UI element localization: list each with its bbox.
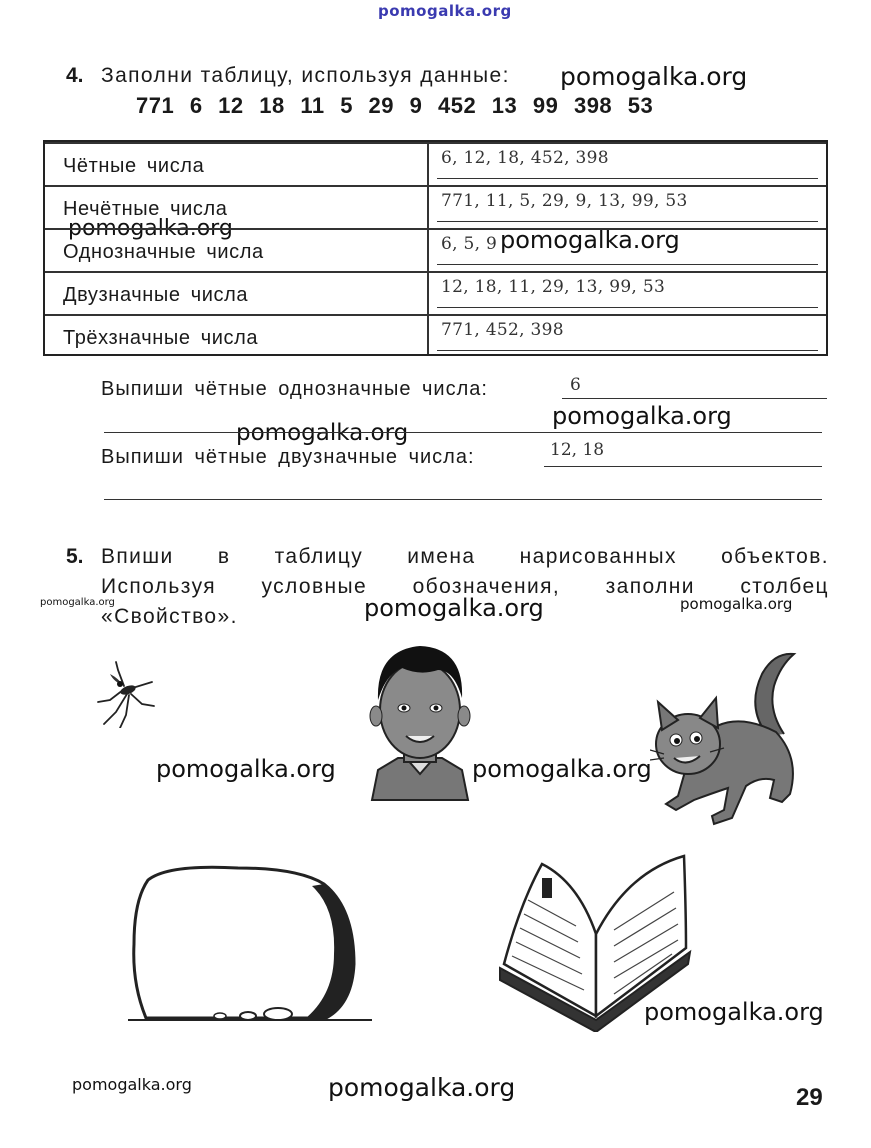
row-label: Нечётные числа bbox=[63, 198, 228, 220]
watermark: pomogalka.org bbox=[500, 226, 680, 254]
watermark-top: pomogalka.org bbox=[378, 2, 512, 20]
numbers-table bbox=[43, 140, 828, 356]
question-even-single-digit: Выпиши чётные однозначные числа: bbox=[101, 378, 488, 400]
answer-line bbox=[544, 466, 822, 467]
answer-line bbox=[437, 221, 818, 222]
answer-line bbox=[104, 499, 822, 500]
answer-line bbox=[562, 398, 827, 399]
table-row bbox=[45, 142, 826, 185]
row-label: Трёхзначные числа bbox=[63, 327, 259, 349]
table-row bbox=[45, 228, 826, 271]
answer-even-single-digit[interactable]: 6 bbox=[570, 375, 581, 395]
task5-line1: Впиши в таблицу имена нарисованных объектов. bbox=[101, 545, 829, 568]
row-label: Двузначные числа bbox=[63, 284, 249, 306]
answer-line bbox=[104, 432, 822, 433]
watermark: pomogalka.org bbox=[156, 755, 336, 783]
answer-even-two-digit[interactable]: 12, 18 bbox=[550, 440, 605, 460]
row-answer[interactable]: 771, 452, 398 bbox=[441, 320, 564, 340]
task4-number: 4. bbox=[66, 64, 84, 87]
row-answer[interactable]: 6, 12, 18, 452, 398 bbox=[441, 148, 609, 168]
task5-line2: Используя условные обозначения, заполни столбец bbox=[101, 575, 829, 598]
row-label: Чётные числа bbox=[63, 155, 205, 177]
answer-line bbox=[437, 178, 818, 179]
answer-line bbox=[437, 307, 818, 308]
table-row bbox=[45, 185, 826, 228]
watermark: pomogalka.org bbox=[644, 998, 824, 1026]
row-answer[interactable]: 6, 5, 9 bbox=[441, 234, 498, 254]
watermark: pomogalka.org bbox=[552, 402, 732, 430]
watermark: pomogalka.org bbox=[40, 597, 115, 608]
page-number: 29 bbox=[796, 1084, 823, 1111]
row-answer[interactable]: 12, 18, 11, 29, 13, 99, 53 bbox=[441, 277, 666, 297]
answer-line bbox=[437, 264, 818, 265]
row-label: Однозначные числа bbox=[63, 241, 264, 263]
table-row bbox=[45, 271, 826, 314]
book-icon bbox=[498, 852, 692, 1032]
watermark: pomogalka.org bbox=[328, 1073, 516, 1102]
watermark: pomogalka.org bbox=[560, 62, 748, 91]
watermark: pomogalka.org bbox=[68, 216, 233, 241]
mosquito-icon bbox=[96, 660, 160, 728]
watermark: pomogalka.org bbox=[72, 1075, 192, 1094]
watermark: pomogalka.org bbox=[472, 755, 652, 783]
task4-instruction: Заполни таблицу, используя данные: bbox=[101, 64, 510, 87]
question-even-two-digit: Выпиши чётные двузначные числа: bbox=[101, 446, 475, 468]
watermark: pomogalka.org bbox=[364, 594, 544, 622]
row-answer[interactable]: 771, 11, 5, 29, 9, 13, 99, 53 bbox=[441, 191, 688, 211]
stone-icon bbox=[128, 864, 372, 1024]
answer-line bbox=[437, 350, 818, 351]
task4-numbers: 771 6 12 18 11 5 29 9 452 13 99 398 53 bbox=[136, 93, 654, 118]
watermark: pomogalka.org bbox=[236, 420, 409, 446]
boy-icon bbox=[368, 640, 472, 802]
task5-number: 5. bbox=[66, 545, 84, 568]
cat-icon bbox=[650, 648, 800, 840]
task5-line3: «Свойство». bbox=[101, 605, 238, 628]
table-row bbox=[45, 314, 826, 357]
watermark: pomogalka.org bbox=[680, 595, 793, 613]
